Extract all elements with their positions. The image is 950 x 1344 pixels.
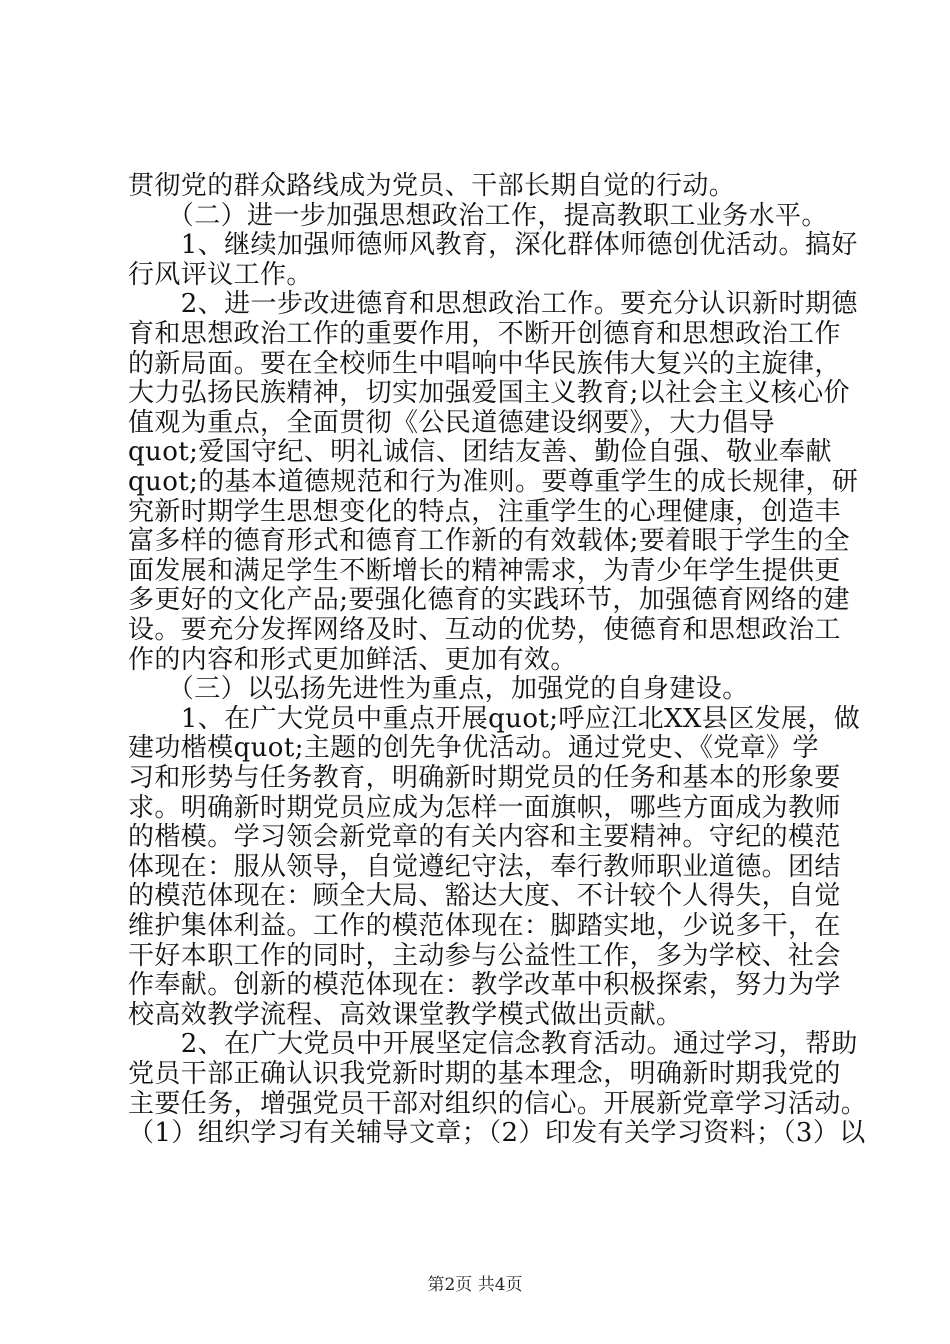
text-line: （1）组织学习有关辅导文章；（2）印发有关学习资料；（3）以 (128, 1118, 866, 1149)
text-line: 求。明确新时期党员应成为怎样一面旗帜，哪些方面成为教师 (128, 792, 841, 823)
text-line: 行风评议工作。 (128, 259, 313, 290)
text-line: 多更好的文化产品;要强化德育的实践环节，加强德育网络的建 (128, 585, 850, 616)
text-line: 值观为重点，全面贯彻《公民道德建设纲要》，大力倡导 (128, 407, 776, 438)
text-line: 大力弘扬民族精神，切实加强爱国主义教育;以社会主义核心价 (128, 378, 850, 409)
text-line: 干好本职工作的同时，主动参与公益性工作，多为学校、社会 (128, 940, 841, 971)
text-line: 体现在：服从领导，自觉遵纪守法，奉行教师职业道德。团结 (128, 851, 841, 882)
text-line: 设。要充分发挥网络及时、互动的优势，使德育和思想政治工 (128, 615, 841, 645)
text-line: quot;的基本道德规范和行为准则。要尊重学生的成长规律，研 (128, 467, 859, 497)
text-line: 的新局面。要在全校师生中唱响中华民族伟大复兴的主旋律， (128, 348, 841, 379)
text-line: 主要任务，增强党员干部对组织的信心。开展新党章学习活动。 (128, 1088, 868, 1119)
text-line: 育和思想政治工作的重要作用，不断开创德育和思想政治工作 (128, 319, 841, 349)
page-footer: 第2页 共4页 (427, 1275, 523, 1295)
text-line: 1、继续加强师德师风教育，深化群体师德创优活动。搞好 (128, 230, 858, 261)
text-line: 建功楷模quot;主题的创先争优活动。通过党史、《党章》学 (128, 733, 819, 764)
text-line: （二）进一步加强思想政治工作，提高教职工业务水平。 (128, 200, 828, 231)
text-line: 作奉献。创新的模范体现在：教学改革中积极探索，努力为学 (128, 970, 841, 1001)
text-line: 富多样的德育形式和德育工作新的有效载体;要着眼于学生的全 (128, 526, 850, 557)
text-line: 贯彻党的群众路线成为党员、干部长期自觉的行动。 (128, 171, 736, 201)
text-line: 究新时期学生思想变化的特点，注重学生的心理健康，创造丰 (128, 496, 841, 527)
text-line: 2、在广大党员中开展坚定信念教育活动。通过学习，帮助 (128, 1029, 858, 1060)
text-line: 的楷模。学习领会新党章的有关内容和主要精神。守纪的模范 (128, 822, 841, 853)
text-line: 1、在广大党员中重点开展quot;呼应江北XX县区发展，做 (128, 703, 861, 734)
text-line: （三）以弘扬先进性为重点，加强党的自身建设。 (128, 674, 749, 705)
text-line: 2、进一步改进德育和思想政治工作。要充分认识新时期德 (128, 289, 858, 320)
text-line: 习和形势与任务教育，明确新时期党员的任务和基本的形象要 (128, 763, 841, 793)
text-line: 面发展和满足学生不断增长的精神需求，为青少年学生提供更 (128, 555, 841, 586)
text-line: 维护集体利益。工作的模范体现在：脚踏实地，少说多干，在 (128, 911, 841, 941)
text-line: 党员干部正确认识我党新时期的基本理念，明确新时期我党的 (128, 1059, 841, 1089)
text-line: 的模范体现在：顾全大局、豁达大度、不计较个人得失，自觉 (128, 881, 841, 912)
text-line: 作的内容和形式更加鲜活、更加有效。 (128, 644, 577, 675)
text-line: quot;爱国守纪、明礼诚信、团结友善、勤俭自强、敬业奉献 (128, 437, 832, 468)
text-line: 校高效教学流程、高效课堂教学模式做出贡献。 (128, 999, 683, 1030)
